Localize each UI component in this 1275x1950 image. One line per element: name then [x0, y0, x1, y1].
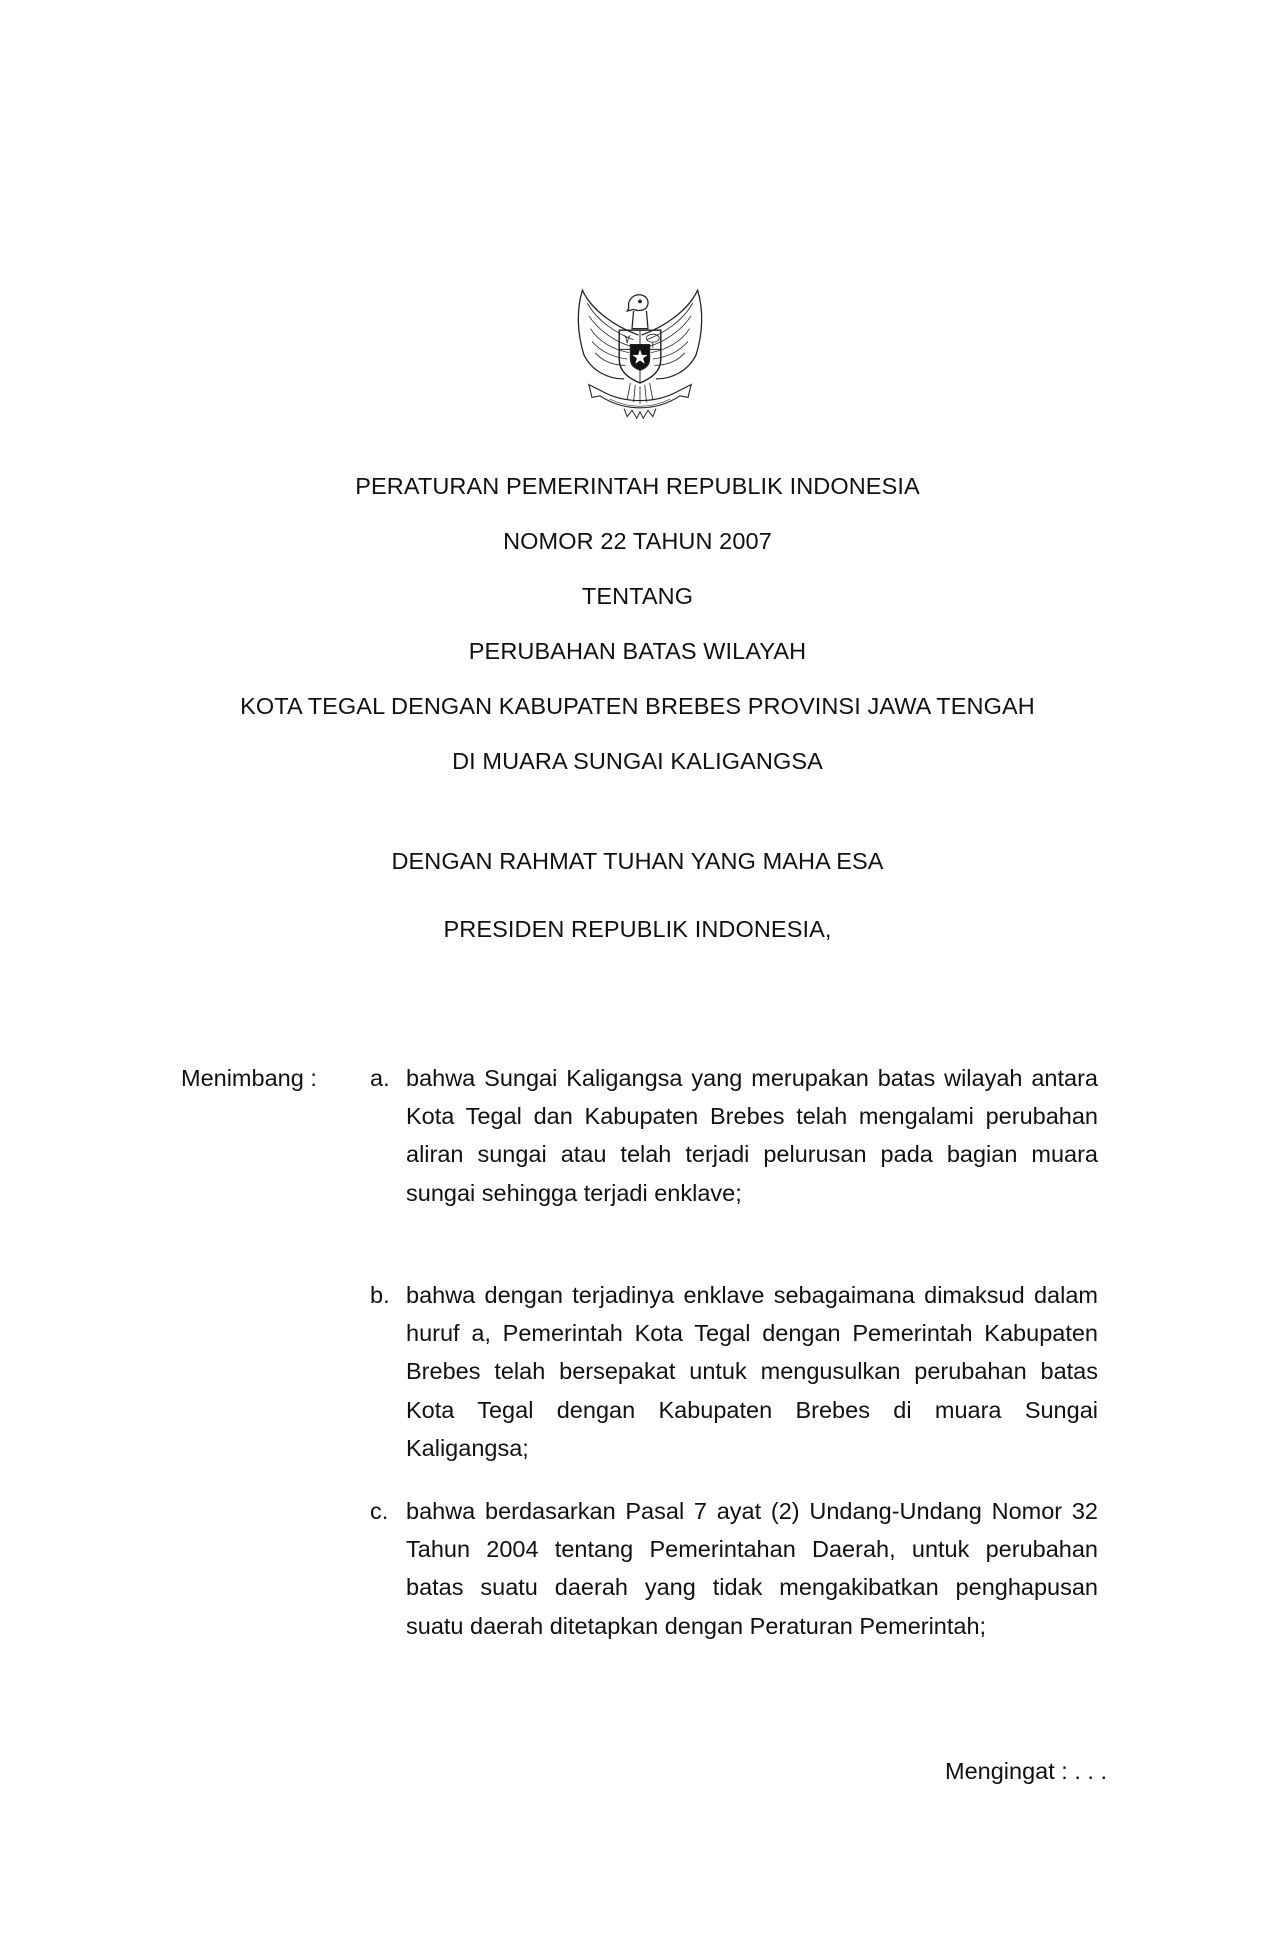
item-letter: a. [370, 1065, 390, 1091]
considering-item-a [370, 1059, 1098, 1212]
garuda-pancasila-emblem-icon [560, 268, 720, 434]
regulation-number: NOMOR 22 TAHUN 2007 [503, 528, 772, 554]
page-continuation-marker: Mengingat : . . . [945, 1758, 1107, 1784]
regulation-subject-line-3: DI MUARA SUNGAI KALIGANGSA [452, 748, 823, 774]
considering-item-b [370, 1276, 1098, 1467]
considering-label: Menimbang : [181, 1065, 317, 1091]
invocation: DENGAN RAHMAT TUHAN YANG MAHA ESA [391, 848, 884, 874]
item-text: bahwa berdasarkan Pasal 7 ayat (2) Undang-Undang Nomor 32 Tahun 2004 tentang Pemerintahan Daerah, untuk perubahan batas suatu daerah yang tidak mengakibatkan penghapusan suatu daerah ditetapkan dengan Peraturan Pemerintah; [406, 1498, 1098, 1639]
issuing-authority: PRESIDEN REPUBLIK INDONESIA, [443, 916, 832, 942]
item-letter: b. [370, 1282, 390, 1308]
considering-item-c [370, 1492, 1098, 1645]
regulation-subject-line-2: KOTA TEGAL DENGAN KABUPATEN BREBES PROVINSI JAWA TENGAH [240, 693, 1035, 719]
regulation-subject-line-1: PERUBAHAN BATAS WILAYAH [468, 638, 807, 664]
about-label: TENTANG [581, 583, 694, 609]
item-text: bahwa dengan terjadinya enklave sebagaimana dimaksud dalam huruf a, Pemerintah Kota Tegal dengan Pemerintah Kabupaten Brebes telah bersepakat untuk mengusulkan perubahan batas Kota Tegal dengan Kabupaten Brebes di muara Sungai Kaligangsa; [406, 1282, 1098, 1461]
item-letter: c. [370, 1498, 389, 1524]
regulation-type-title: PERATURAN PEMERINTAH REPUBLIK INDONESIA [355, 473, 920, 499]
item-text: bahwa Sungai Kaligangsa yang merupakan batas wilayah antara Kota Tegal dan Kabupaten Brebes telah mengalami perubahan aliran sungai atau telah terjadi pelurusan pada bagian muara sungai sehingga terjadi enklave; [406, 1065, 1098, 1206]
